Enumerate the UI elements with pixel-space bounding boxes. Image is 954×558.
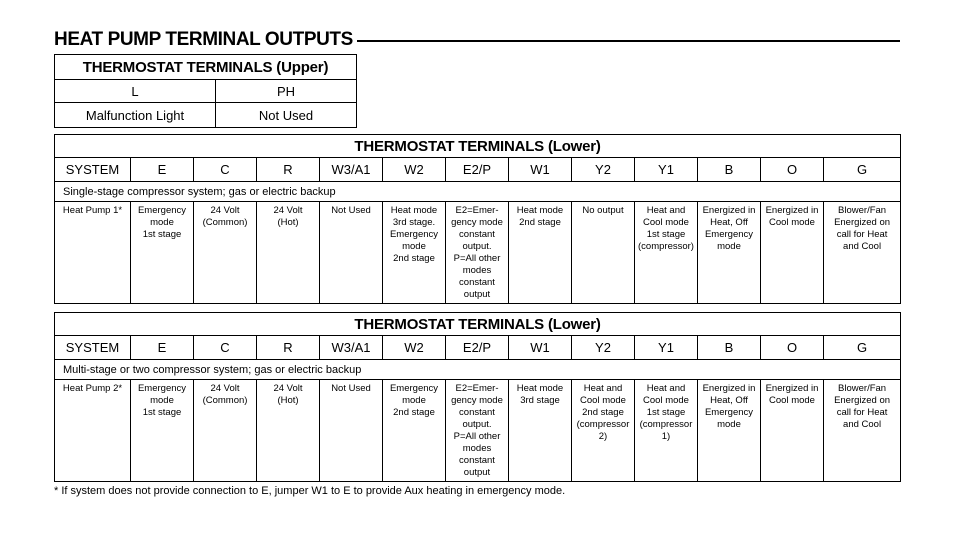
terminal-column-header: W3/A1 <box>320 158 383 182</box>
upper-table-heading: THERMOSTAT TERMINALS (Upper) <box>55 55 357 80</box>
terminal-column-header: O <box>761 158 824 182</box>
terminal-column-header: W3/A1 <box>320 336 383 360</box>
terminal-column-header: B <box>698 158 761 182</box>
terminal-column-header: C <box>194 336 257 360</box>
terminal-output-cell: Blower/Fan Energized on call for Heat and Cool <box>824 380 901 482</box>
system-name-cell: Heat Pump 2* <box>55 380 131 482</box>
terminal-output-cell: Not Used <box>320 202 383 304</box>
terminal-column-header: E <box>131 336 194 360</box>
terminal-output-cell: Not Used <box>320 380 383 482</box>
page-title: HEAT PUMP TERMINAL OUTPUTS <box>54 29 353 50</box>
terminal-column-header: C <box>194 158 257 182</box>
terminal-output-cell: Energized in Heat, Off Emergency mode <box>698 202 761 304</box>
lower-table-heading: THERMOSTAT TERMINALS (Lower) <box>55 135 901 158</box>
terminal-column-header: Y2 <box>572 158 635 182</box>
terminal-column-header: W2 <box>383 336 446 360</box>
terminal-column-header: O <box>761 336 824 360</box>
terminal-column-header: E <box>131 158 194 182</box>
lower-terminals-table-multi-stage <box>54 312 901 482</box>
terminal-output-cell: Energized in Cool mode <box>761 202 824 304</box>
terminal-output-cell: 24 Volt (Common) <box>194 380 257 482</box>
title-rule <box>357 40 900 42</box>
terminal-column-header: R <box>257 336 320 360</box>
terminal-output-cell: Heat and Cool mode 1st stage (compressor 1) <box>635 380 698 482</box>
terminal-column-header: G <box>824 158 901 182</box>
terminal-column-header: R <box>257 158 320 182</box>
terminal-output-cell: 24 Volt (Common) <box>194 202 257 304</box>
upper-cell: Malfunction Light <box>55 103 216 128</box>
terminal-output-cell: Heat and Cool mode 1st stage (compressor) <box>635 202 698 304</box>
terminal-output-cell: No output <box>572 202 635 304</box>
terminal-output-cell: 24 Volt (Hot) <box>257 380 320 482</box>
terminal-output-cell: E2=Emer- gency mode constant output. P=All other modes constant output <box>446 202 509 304</box>
title-row <box>54 28 900 52</box>
terminal-output-cell: Heat mode 3rd stage <box>509 380 572 482</box>
terminal-column-header: G <box>824 336 901 360</box>
terminal-output-cell: Heat mode 3rd stage. Emergency mode 2nd stage <box>383 202 446 304</box>
upper-column-header: L <box>55 80 216 103</box>
terminal-output-cell: Energized in Cool mode <box>761 380 824 482</box>
lower-terminals-table-single-stage <box>54 134 901 304</box>
lower-table-heading: THERMOSTAT TERMINALS (Lower) <box>55 313 901 336</box>
system-description: Single-stage compressor system; gas or electric backup <box>55 182 901 202</box>
terminal-output-cell: 24 Volt (Hot) <box>257 202 320 304</box>
terminal-column-header: SYSTEM <box>55 158 131 182</box>
terminal-output-cell: Blower/Fan Energized on call for Heat and Cool <box>824 202 901 304</box>
terminal-column-header: Y1 <box>635 158 698 182</box>
terminal-output-cell: Heat mode 2nd stage <box>509 202 572 304</box>
terminal-column-header: B <box>698 336 761 360</box>
footnote: * If system does not provide connection to E, jumper W1 to E to provide Aux heating in emergency mode. <box>54 485 566 497</box>
system-name-cell: Heat Pump 1* <box>55 202 131 304</box>
terminal-output-cell: Heat and Cool mode 2nd stage (compressor 2) <box>572 380 635 482</box>
terminal-column-header: Y1 <box>635 336 698 360</box>
terminal-column-header: E2/P <box>446 158 509 182</box>
terminal-column-header: W1 <box>509 158 572 182</box>
terminal-output-cell: E2=Emer- gency mode constant output. P=All other modes constant output <box>446 380 509 482</box>
upper-column-header: PH <box>216 80 357 103</box>
terminal-output-cell: Energized in Heat, Off Emergency mode <box>698 380 761 482</box>
terminal-column-header: W1 <box>509 336 572 360</box>
terminal-output-cell: Emergency mode 2nd stage <box>383 380 446 482</box>
upper-cell: Not Used <box>216 103 357 128</box>
terminal-column-header: E2/P <box>446 336 509 360</box>
terminal-column-header: SYSTEM <box>55 336 131 360</box>
terminal-output-cell: Emergency mode 1st stage <box>131 202 194 304</box>
system-description: Multi-stage or two compressor system; gas or electric backup <box>55 360 901 380</box>
upper-terminals-table <box>54 54 357 128</box>
terminal-output-cell: Emergency mode 1st stage <box>131 380 194 482</box>
terminal-column-header: W2 <box>383 158 446 182</box>
terminal-column-header: Y2 <box>572 336 635 360</box>
